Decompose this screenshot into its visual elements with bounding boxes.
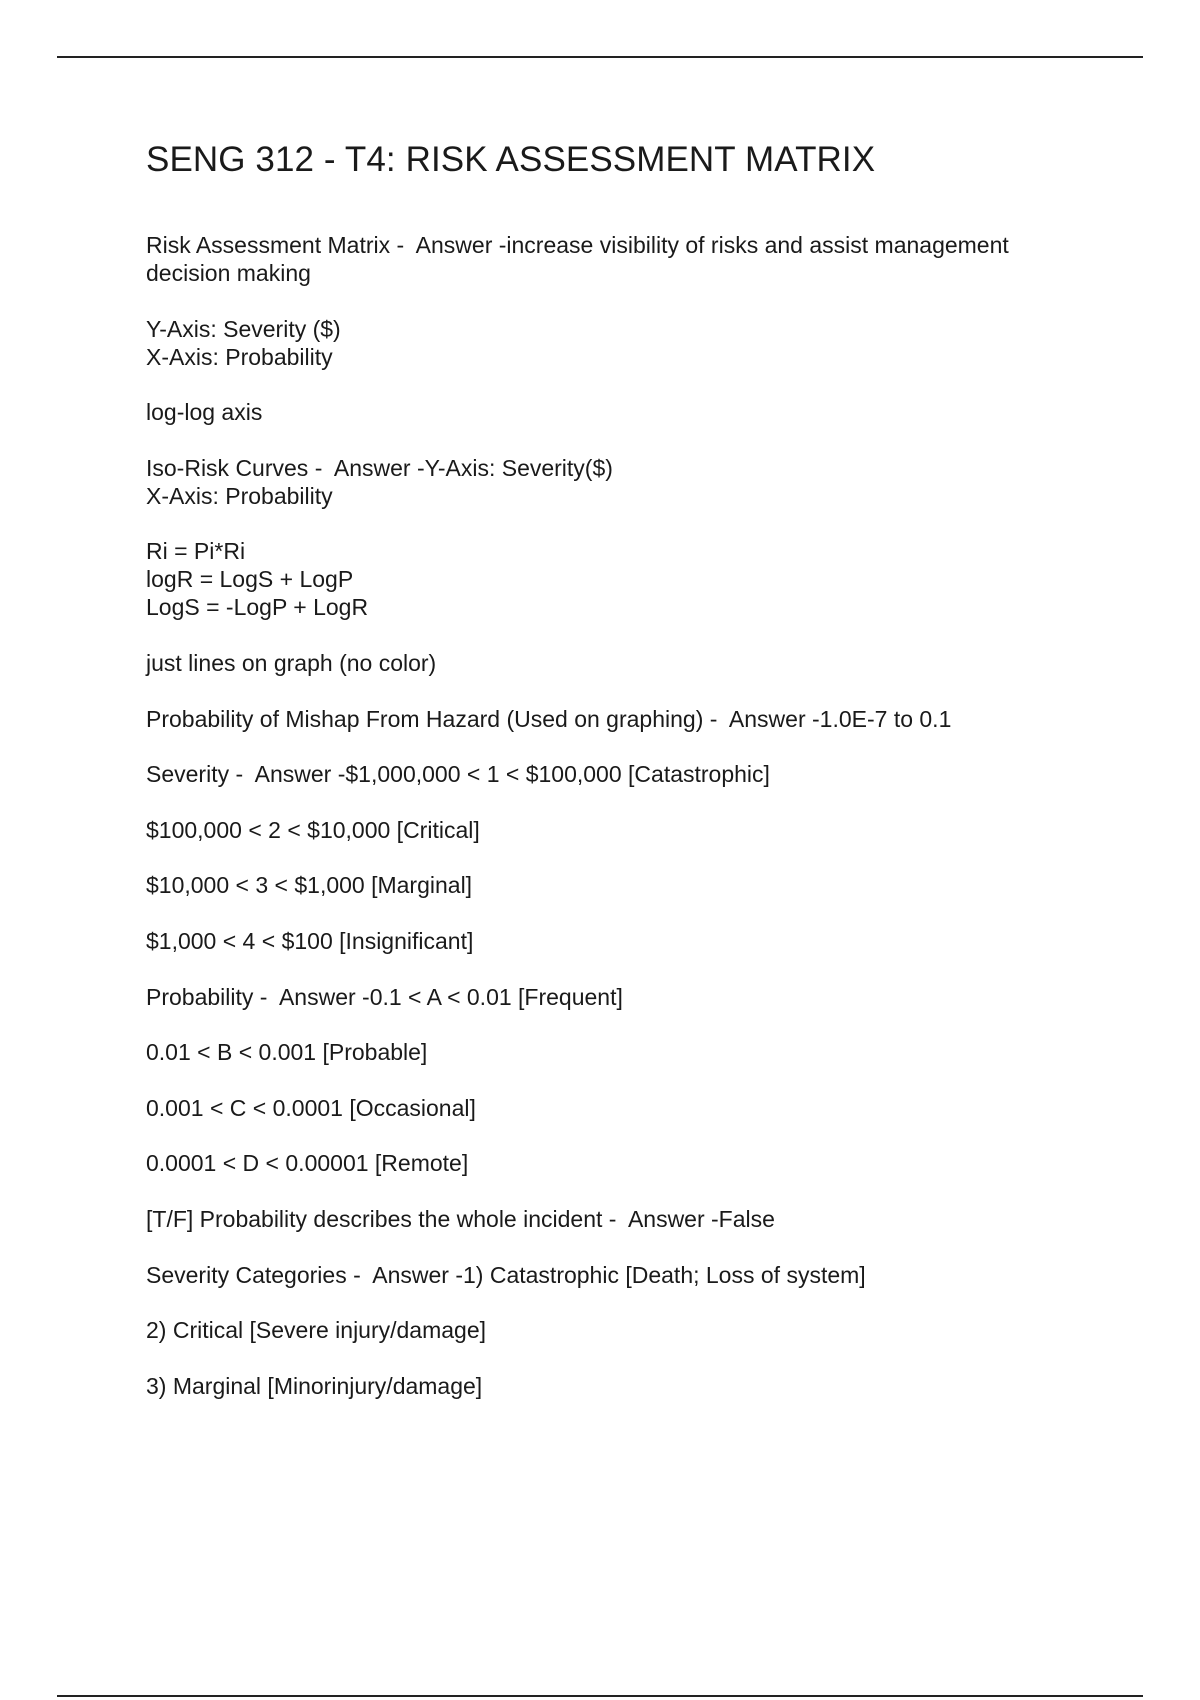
text-line: Iso-Risk Curves - Answer -Y-Axis: Severity($) (146, 454, 613, 481)
text-entry (146, 231, 1086, 287)
text-entry (146, 1205, 1086, 1233)
text-line: logR = LogS + LogP (146, 566, 354, 593)
text-entry (146, 649, 1086, 677)
text-entry (146, 454, 1086, 510)
text-entry (146, 1094, 1086, 1122)
text-entry (146, 927, 1086, 955)
text-entry (146, 398, 1086, 426)
text-entry (146, 871, 1086, 899)
text-entry (146, 1038, 1086, 1066)
text-line: 0.01 < B < 0.001 [Probable] (146, 1039, 428, 1066)
text-line: $1,000 < 4 < $100 [Insignificant] (146, 927, 474, 954)
text-line: Probability of Mishap From Hazard (Used on graphing) - Answer -1.0E-7 to 0.1 (146, 705, 952, 732)
text-line: Risk Assessment Matrix - Answer -increase visibility of risks and assist management (146, 232, 1009, 258)
text-line: $10,000 < 3 < $1,000 [Marginal] (146, 872, 473, 899)
text-line: Y-Axis: Severity ($) (146, 315, 341, 342)
text-line: decision making (146, 260, 311, 286)
text-entry (146, 816, 1086, 844)
text-line: X-Axis: Probability (146, 343, 333, 370)
text-entry (146, 537, 1086, 621)
text-line: [T/F] Probability describes the whole incident - Answer -False (146, 1205, 775, 1232)
text-line: 0.0001 < D < 0.00001 [Remote] (146, 1150, 469, 1177)
text-line: 0.001 < C < 0.0001 [Occasional] (146, 1094, 476, 1121)
top-divider (57, 56, 1143, 58)
entry-list (146, 231, 1086, 1400)
bottom-divider (57, 1695, 1143, 1697)
text-entry (146, 760, 1086, 788)
text-line: log-log axis (146, 399, 263, 426)
text-line: Severity - Answer -$1,000,000 < 1 < $100,000 [Catastrophic] (146, 761, 770, 788)
text-entry (146, 705, 1086, 733)
text-line: Probability - Answer -0.1 < A < 0.01 [Frequent] (146, 983, 623, 1010)
text-line: Severity Categories - Answer -1) Catastrophic [Death; Loss of system] (146, 1261, 866, 1288)
text-line: X-Axis: Probability (146, 482, 333, 509)
text-line: just lines on graph (no color) (146, 649, 437, 676)
text-line: LogS = -LogP + LogR (146, 594, 369, 621)
text-line: $100,000 < 2 < $10,000 [Critical] (146, 816, 480, 843)
text-entry (146, 1261, 1086, 1289)
text-line: Ri = Pi*Ri (146, 538, 246, 565)
text-line: 3) Marginal [Minorinjury/damage] (146, 1372, 483, 1399)
text-entry (146, 1316, 1086, 1344)
document-body (146, 140, 1086, 1427)
text-line: 2) Critical [Severe injury/damage] (146, 1317, 487, 1344)
text-entry (146, 1372, 1086, 1400)
text-entry (146, 983, 1086, 1011)
text-entry (146, 1149, 1086, 1177)
text-entry (146, 315, 1086, 371)
page-title: SENG 312 - T4: RISK ASSESSMENT MATRIX (146, 140, 876, 179)
